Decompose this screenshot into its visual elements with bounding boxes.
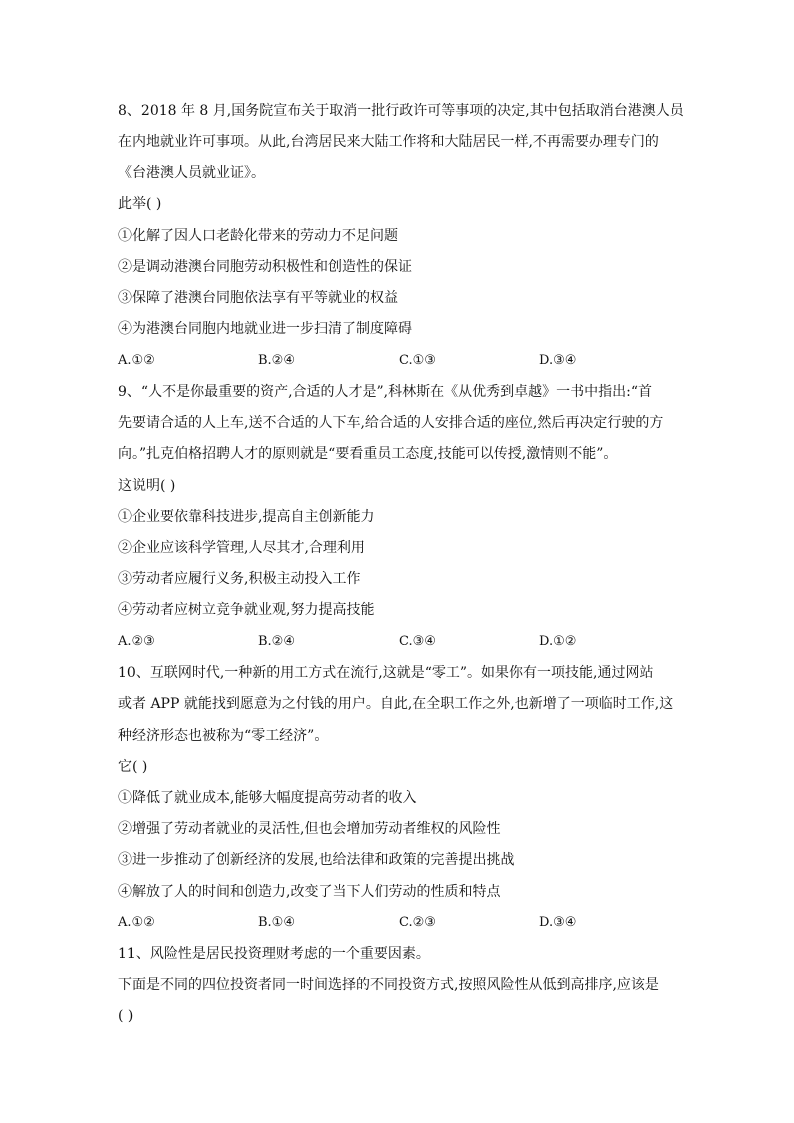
q8-item-3: ③保障了港澳台同胞依法享有平等就业的权益 xyxy=(118,290,398,306)
q9-prompt: 这说明( ) xyxy=(118,478,176,494)
q9-stem-line-2: 先要请合适的人上车,送不合适的人下车,给合适的人安排合适的座位,然后再决定行驶的方 xyxy=(118,415,664,431)
q11-stem-line-1: 11、风险性是居民投资理财考虑的一个重要因素。 xyxy=(118,946,430,962)
q8-item-4: ④为港澳台同胞内地就业进一步扫清了制度障碍 xyxy=(118,321,412,337)
q10-options xyxy=(118,914,678,932)
q9-option-a: A.②③ xyxy=(118,634,155,649)
q9-option-d: D.①② xyxy=(539,634,577,649)
q11-stem-line-2: 下面是不同的四位投资者同一时间选择的不同投资方式,按照风险性从低到高排序,应该是 xyxy=(118,977,659,993)
q10-stem-line-3: 种经济形态也被称为“零工经济”。 xyxy=(118,728,329,744)
q10-item-4: ④解放了人的时间和创造力,改变了当下人们劳动的性质和特点 xyxy=(118,884,501,900)
q11-prompt: ( ) xyxy=(118,1008,134,1024)
q9-stem-line-1: 9、“人不是你最重要的资产,合适的人才是”,科林斯在《从优秀到卓越》一书中指出:“首 xyxy=(118,384,652,400)
q9-option-b: B.②④ xyxy=(258,634,295,649)
q8-item-1: ①化解了因人口老龄化带来的劳动力不足问题 xyxy=(118,228,398,244)
q8-options xyxy=(118,352,678,370)
q9-option-c: C.③④ xyxy=(399,634,436,649)
q9-item-2: ②企业应该科学管理,人尽其才,合理利用 xyxy=(118,540,365,556)
q8-stem-line-1: 8、2018 年 8 月,国务院宣布关于取消一批行政许可等事项的决定,其中包括取消台港澳人员 xyxy=(118,103,684,119)
q10-prompt: 它( ) xyxy=(118,759,148,775)
q10-stem-line-2: 或者 APP 就能找到愿意为之付钱的用户。自此,在全职工作之外,也新增了一项临时工作,这 xyxy=(118,696,674,712)
q8-stem-line-2: 在内地就业许可事项。从此,台湾居民来大陆工作将和大陆居民一样,不再需要办理专门的 xyxy=(118,134,659,150)
q9-item-4: ④劳动者应树立竞争就业观,努力提高技能 xyxy=(118,602,375,618)
q8-option-a: A.①② xyxy=(118,353,155,368)
q8-option-d: D.③④ xyxy=(539,353,577,368)
q8-stem-line-3: 《台港澳人员就业证》。 xyxy=(118,165,265,181)
q9-options xyxy=(118,633,678,651)
q8-item-2: ②是调动港澳台同胞劳动积极性和创造性的保证 xyxy=(118,259,412,275)
q10-option-d: D.③④ xyxy=(539,915,577,930)
q10-option-a: A.①② xyxy=(118,915,155,930)
q8-option-c: C.①③ xyxy=(399,353,436,368)
q8-prompt: 此举( ) xyxy=(118,196,162,212)
q10-item-1: ①降低了就业成本,能够大幅度提高劳动者的收入 xyxy=(118,790,417,806)
q9-stem-line-3: 向。”扎克伯格招聘人才的原则就是“要看重员工态度,技能可以传授,激情则不能”。 xyxy=(118,446,618,462)
q9-item-3: ③劳动者应履行义务,积极主动投入工作 xyxy=(118,571,361,587)
q10-stem-line-1: 10、互联网时代,一种新的用工方式在流行,这就是“零工”。如果你有一项技能,通过网站 xyxy=(118,665,654,681)
q10-option-b: B.①④ xyxy=(258,915,295,930)
q10-item-2: ②增强了劳动者就业的灵活性,但也会增加劳动者维权的风险性 xyxy=(118,821,501,837)
q8-option-b: B.②④ xyxy=(258,353,295,368)
q10-item-3: ③进一步推动了创新经济的发展,也给法律和政策的完善提出挑战 xyxy=(118,852,515,868)
q9-item-1: ①企业要依靠科技进步,提高自主创新能力 xyxy=(118,509,375,525)
q10-option-c: C.②③ xyxy=(399,915,436,930)
